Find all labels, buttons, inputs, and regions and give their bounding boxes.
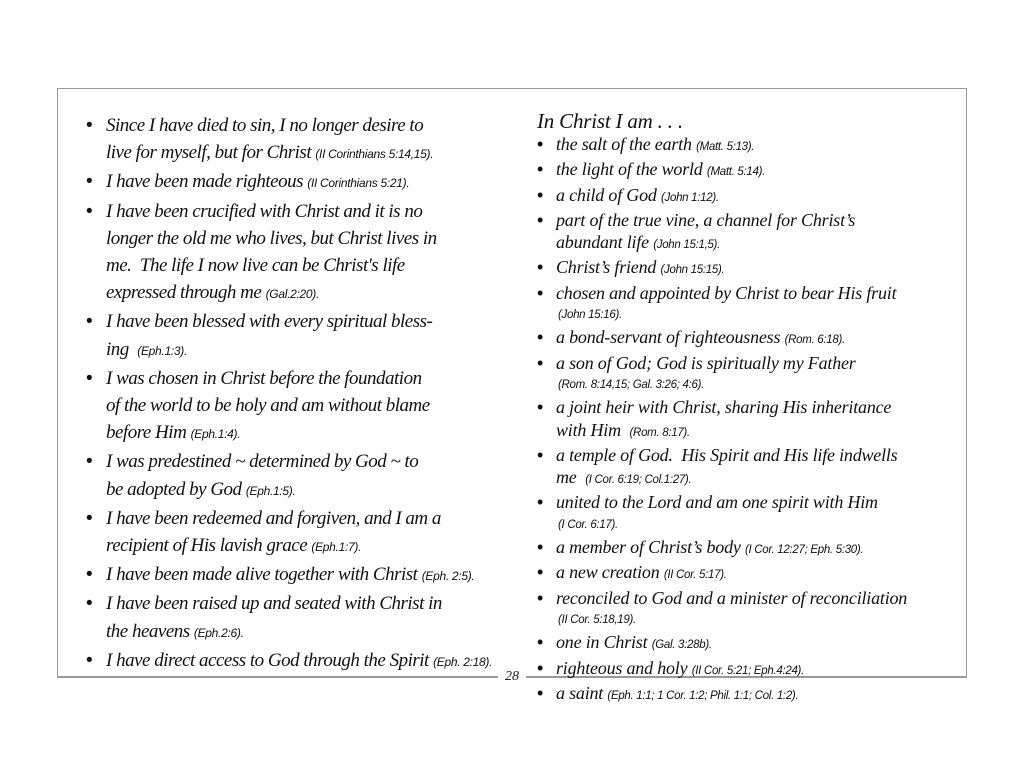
item-text: a bond-servant of righteousness: [556, 327, 781, 348]
list-item: [537, 561, 962, 586]
in-christ-list: [537, 133, 962, 707]
bullet-icon: •: [86, 564, 93, 586]
item-text-line: [106, 139, 525, 168]
bullet-icon: •: [86, 507, 93, 529]
item-text-line: [556, 682, 962, 707]
scripture-reference: (John 1:12).: [661, 191, 719, 204]
scripture-reference: (John 15:15).: [660, 264, 725, 277]
list-item: [537, 536, 962, 561]
item-text: a new creation: [556, 562, 660, 583]
scripture-reference: (Eph.1:5).: [245, 483, 296, 498]
item-text-line: [106, 448, 525, 475]
item-text: a son of God; God is spiritually my Father: [556, 352, 856, 373]
list-item: [537, 256, 962, 281]
scripture-reference: (Gal.2:20).: [265, 287, 319, 302]
scripture-reference: (Rom. 8:17).: [629, 426, 690, 439]
item-text: I have been redeemed and forgiven, and I am a: [106, 507, 441, 529]
bullet-icon: •: [537, 159, 544, 180]
item-text: I have been crucified with Christ and it is no: [106, 200, 423, 222]
list-item: [537, 631, 962, 656]
scripture-reference: (John 15:16).: [558, 309, 622, 322]
item-text-line: [556, 396, 962, 418]
item-text: live for myself, but for Christ: [106, 142, 312, 164]
scripture-reference: (II Corinthians 5:21).: [307, 176, 410, 191]
scripture-reference: (II Cor. 5:17).: [663, 569, 727, 582]
item-text-line: [556, 561, 962, 586]
scripture-reference: (Rom. 8:14,15; Gal. 3:26; 4:6).: [558, 378, 705, 391]
item-text: a child of God: [556, 184, 657, 205]
bullet-icon: •: [537, 682, 544, 703]
item-text-line: [556, 491, 962, 513]
bullet-icon: •: [537, 397, 544, 418]
item-text-line: [556, 282, 962, 304]
item-text-line: [556, 657, 962, 682]
list-item: [80, 168, 525, 197]
scripture-reference: (Eph.1:4).: [190, 427, 241, 442]
item-text: a saint: [556, 682, 604, 703]
item-text: I have been made alive together with Christ: [106, 564, 418, 586]
item-text-line: [106, 618, 525, 647]
item-text: one in Christ: [556, 632, 648, 653]
left-column: [80, 112, 525, 676]
item-text: part of the true vine, a channel for Christ’s: [556, 209, 856, 230]
item-text-line: [106, 365, 525, 392]
item-text: Christ’s friend: [556, 257, 657, 278]
scripture-reference: (I Cor. 12:27; Eph. 5:30).: [744, 544, 864, 557]
scripture-reference: (I Cor. 6:19; Col.1:27).: [585, 474, 692, 487]
item-text-line: [556, 466, 962, 491]
item-text: a joint heir with Christ, sharing His inheritance: [556, 397, 892, 418]
item-text-line: [106, 505, 525, 532]
bullet-icon: •: [86, 115, 93, 136]
list-item: [537, 184, 962, 209]
section-heading: In Christ I am . . .: [537, 109, 683, 133]
item-text-line: [106, 225, 525, 252]
item-text-line: [106, 308, 525, 335]
list-item: [80, 590, 525, 646]
scripture-reference: (Eph. 1:1; 1 Cor. 1:2; Phil. 1:1; Col. 1:2).: [607, 689, 799, 702]
scripture-reference: (Rom. 6:18).: [784, 334, 845, 347]
item-text-line: [556, 419, 962, 444]
item-text: united to the Lord and am one spirit with Him: [556, 492, 878, 513]
bullet-icon: •: [537, 632, 544, 653]
item-text: me: [556, 467, 581, 488]
item-text-line: [106, 476, 525, 505]
item-text: ing: [106, 338, 134, 360]
scripture-reference: (Matt. 5:13).: [696, 141, 755, 153]
item-text: reconciled to God and a minister of reconciliation: [556, 587, 908, 608]
item-text-line: [106, 112, 525, 139]
item-text-line: [106, 561, 525, 590]
item-text: the light of the world: [556, 159, 703, 180]
item-text: a member of Christ’s body: [556, 537, 741, 558]
scripture-reference: (Gal. 3:28b).: [651, 639, 712, 652]
list-item: [80, 561, 525, 590]
scripture-reference: (I Cor. 6:17).: [558, 518, 618, 531]
item-text-line: [106, 590, 525, 617]
item-text-line: [556, 133, 962, 158]
item-text: with Him: [556, 419, 626, 440]
scripture-reference: (Matt. 5:14).: [706, 166, 766, 179]
item-text: recipient of His lavish grace: [106, 535, 308, 557]
bullet-icon: •: [537, 184, 544, 205]
list-item: [80, 198, 525, 309]
item-text-line: [106, 168, 525, 197]
list-item: [80, 448, 525, 504]
list-item: [537, 209, 962, 257]
list-item: [537, 657, 962, 682]
item-text-line: [106, 392, 525, 419]
item-text-line: [106, 198, 525, 225]
scripture-reference: (II Cor. 5:18,19).: [558, 613, 636, 626]
item-text: me. The life I now live can be Christ's life: [106, 255, 405, 277]
right-column: [537, 109, 962, 707]
list-item: [80, 505, 525, 561]
bullet-icon: •: [86, 367, 93, 389]
item-text: a temple of God. His Spirit and His life indwells: [556, 444, 898, 465]
bullet-icon: •: [537, 282, 544, 303]
item-text-line: [556, 631, 962, 656]
bullet-icon: •: [537, 352, 544, 373]
bullet-icon: •: [537, 587, 544, 608]
scripture-reference: (Eph. 2:5).: [421, 569, 475, 584]
list-item: [80, 112, 525, 168]
page-number: 28: [498, 669, 526, 685]
list-item: [537, 587, 962, 632]
scripture-reference: (Eph.1:3).: [137, 343, 187, 358]
list-item: [537, 491, 962, 536]
item-text-line: [106, 419, 525, 448]
item-text-line: [556, 231, 962, 256]
list-item: [80, 647, 525, 676]
item-text-line: [556, 444, 962, 466]
item-text: I have been made righteous: [106, 171, 303, 193]
item-text-line: [556, 158, 962, 183]
list-item: [537, 682, 962, 707]
bullet-icon: •: [86, 171, 93, 193]
item-text-line: [106, 532, 525, 561]
item-text-line: [556, 587, 962, 609]
scripture-reference: (Eph. 2:18).: [433, 654, 493, 669]
item-text: be adopted by God: [106, 478, 242, 500]
item-text: before Him: [106, 422, 187, 444]
item-text: I have been blessed with every spiritual bless-: [106, 311, 433, 333]
bullet-icon: •: [537, 444, 544, 465]
item-text-line: [556, 256, 962, 281]
item-text: righteous and holy: [556, 657, 688, 678]
scripture-reference: (Eph.2:6).: [193, 625, 244, 640]
item-text-line: [556, 184, 962, 209]
bullet-icon: •: [86, 451, 93, 473]
list-item: [537, 282, 962, 327]
bullet-icon: •: [537, 134, 544, 154]
item-text: abundant life: [556, 232, 649, 253]
item-text: I was chosen in Christ before the foundation: [106, 367, 422, 389]
scripture-reference: (John 15:1,5).: [653, 239, 720, 252]
item-text-line: [556, 209, 962, 231]
bullet-icon: •: [537, 327, 544, 348]
list-item: [537, 158, 962, 183]
bullet-icon: •: [537, 537, 544, 558]
bullet-icon: •: [86, 593, 93, 615]
bullet-icon: •: [537, 209, 544, 230]
bullet-icon: •: [537, 562, 544, 583]
item-text-line: [106, 252, 525, 279]
item-text-line: [106, 336, 525, 365]
item-text: the salt of the earth: [556, 134, 692, 154]
scripture-reference: (II Corinthians 5:14,15).: [315, 147, 434, 162]
bullet-icon: •: [86, 200, 93, 222]
list-item: [537, 326, 962, 351]
item-text-line: [106, 279, 525, 308]
scripture-reference: (Eph.1:7).: [311, 540, 362, 555]
list-item: [537, 352, 962, 397]
scripture-reference: (II Cor. 5:21; Eph.4:24).: [691, 664, 804, 677]
item-text: chosen and appointed by Christ to bear His fruit: [556, 282, 897, 303]
item-text: I have direct access to God through the Spirit: [106, 649, 429, 671]
bullet-icon: •: [537, 492, 544, 513]
list-item: [537, 444, 962, 492]
item-text: I have been raised up and seated with Christ in: [106, 593, 442, 615]
item-text: expressed through me: [106, 282, 262, 304]
item-text-line: [556, 326, 962, 351]
list-item: [80, 308, 525, 364]
item-text-line: [556, 536, 962, 561]
item-text-line: [106, 647, 525, 676]
item-text: Since I have died to sin, I no longer desire to: [106, 115, 424, 136]
item-text: longer the old me who lives, but Christ lives in: [106, 227, 437, 249]
item-text-line: [556, 352, 962, 374]
bullet-icon: •: [86, 311, 93, 333]
list-item: [80, 365, 525, 449]
item-text: of the world to be holy and am without blame: [106, 395, 430, 417]
bullet-icon: •: [537, 257, 544, 278]
bullet-icon: •: [537, 657, 544, 678]
bullet-icon: •: [86, 649, 93, 671]
item-text: I was predestined ~ determined by God ~ to: [106, 451, 419, 473]
list-item: [537, 133, 962, 158]
item-text: the heavens: [106, 620, 190, 642]
list-item: [537, 396, 962, 444]
